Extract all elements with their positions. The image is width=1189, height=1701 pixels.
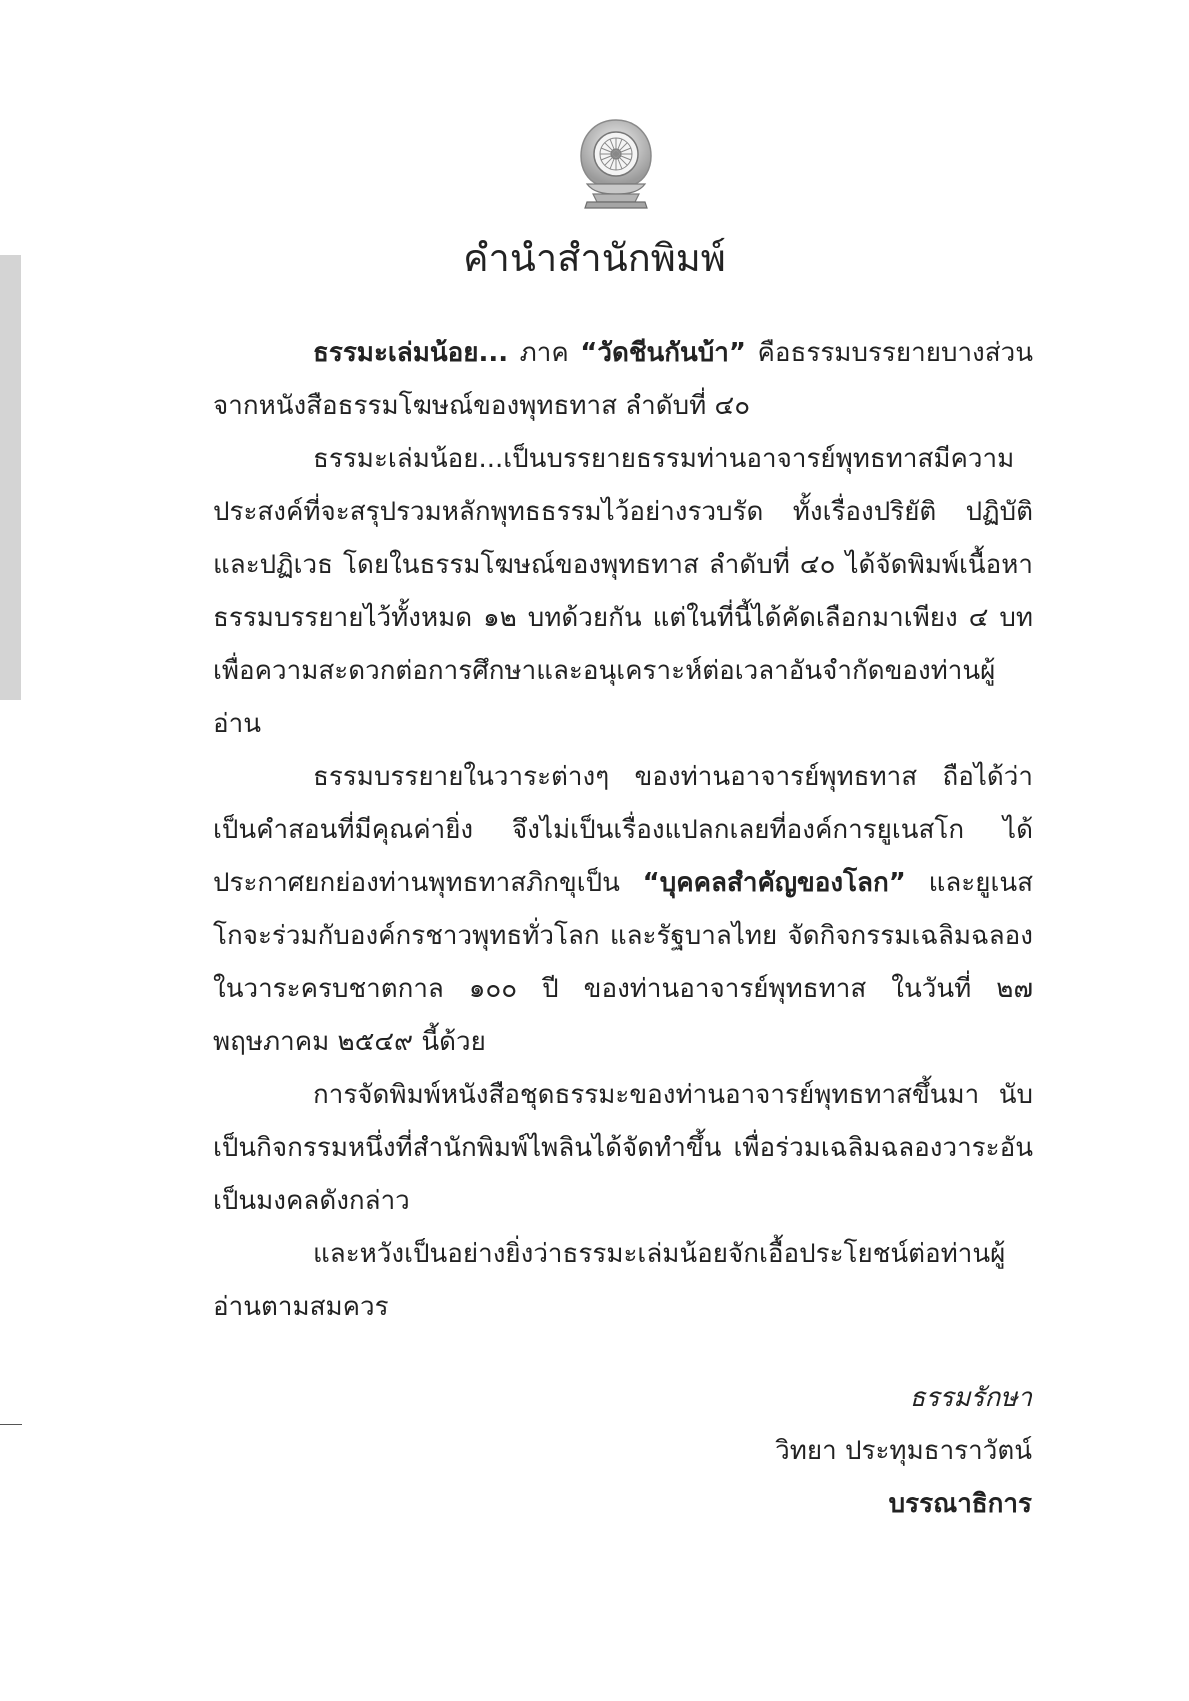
signature-role: บรรณาธิการ [888,1489,1032,1519]
paragraph-3 [213,751,1033,1069]
book-series-name: ธรรมะเล่มน้อย... [313,338,509,368]
page-edge-tick [0,1424,22,1425]
page-title: คำนำสำนักพิมพ์ [463,236,726,280]
paragraph-1 [213,327,1033,433]
paragraph-text: ธรรมบรรยายในวาระต่างๆ ของท่านอาจารย์พุทธทาส ถือได้ว่าเป็นคำสอนที่มีคุณค่ายิ่ง จึงไม่เป็นเรื่องแปลกเลยที่องค์การยูเนสโก ได้ประกาศยกย่องท่านพุทธทาสภิกขุเป็น [213,762,1033,898]
dharma-wheel-emblem-icon [573,118,659,210]
book-part-name: “วัดชีนกันบ้า” [580,338,746,368]
signature-name: วิทยา ประทุมธาราวัตน์ [775,1436,1032,1466]
paragraph-text: คือธรรมบรรยายบางส่วนจากหนังสือธรรมโฆษณ์ของพุทธทาส ลำดับที่ ๔๐ [213,338,1033,421]
paragraph-text: และยูเนสโกจะร่วมกับองค์กรชาวพุทธทั่วโลก และรัฐบาลไทย จัดกิจกรรมเฉลิมฉลองในวาระครบชาตกาล ๑๐๐ ปี ของท่านอาจารย์พุทธทาส ในวันที่ ๒๗ พฤษภาคม ๒๕๔๙ นี้ด้วย [213,868,1034,1057]
paragraph-text: ภาค [508,338,581,368]
paragraph-5: และหวังเป็นอย่างยิ่งว่าธรรมะเล่มน้อยจักเอื้อประโยชน์ต่อท่านผู้อ่านตามสมควร [213,1239,1006,1322]
paragraph-2: ธรรมะเล่มน้อย...เป็นบรรยายธรรมท่านอาจารย์พุทธทาสมีความประสงค์ที่จะสรุปรวมหลักพุทธธรรมไว้อย่างรวบรัด ทั้งเรื่องปริยัติ ปฏิบัติ และปฏิเวธ โดยในธรรมโฆษณ์ของพุทธทาส ลำดับที่ ๔๐ ได้จัดพิมพ์เนื้อหาธรรมบรรยายไว้ทั้งหมด ๑๒ บทด้วยกัน แต่ในที่นี้ได้คัดเลือกมาเพียง ๔ บท เพื่อความสะดวกต่อการศึกษาและอนุเคราะห์ต่อเวลาอันจำกัดของท่านผู้อ่าน [213,444,1033,739]
paragraph-4: การจัดพิมพ์หนังสือชุดธรรมะของท่านอาจารย์พุทธทาสขึ้นมา นับเป็นกิจกรรมหนึ่งที่สำนักพิมพ์ไพลินได้จัดทำขึ้น เพื่อร่วมเฉลิมฉลองวาระอันเป็นมงคลดังกล่าว [213,1080,1033,1216]
signature-closing: ธรรมรักษา [909,1383,1032,1413]
signature-block [632,1372,1032,1531]
foreword-body [213,327,1033,1334]
important-person-phrase: “บุคคลสำคัญของโลก” [642,868,906,898]
page-edge-strip [0,255,21,700]
